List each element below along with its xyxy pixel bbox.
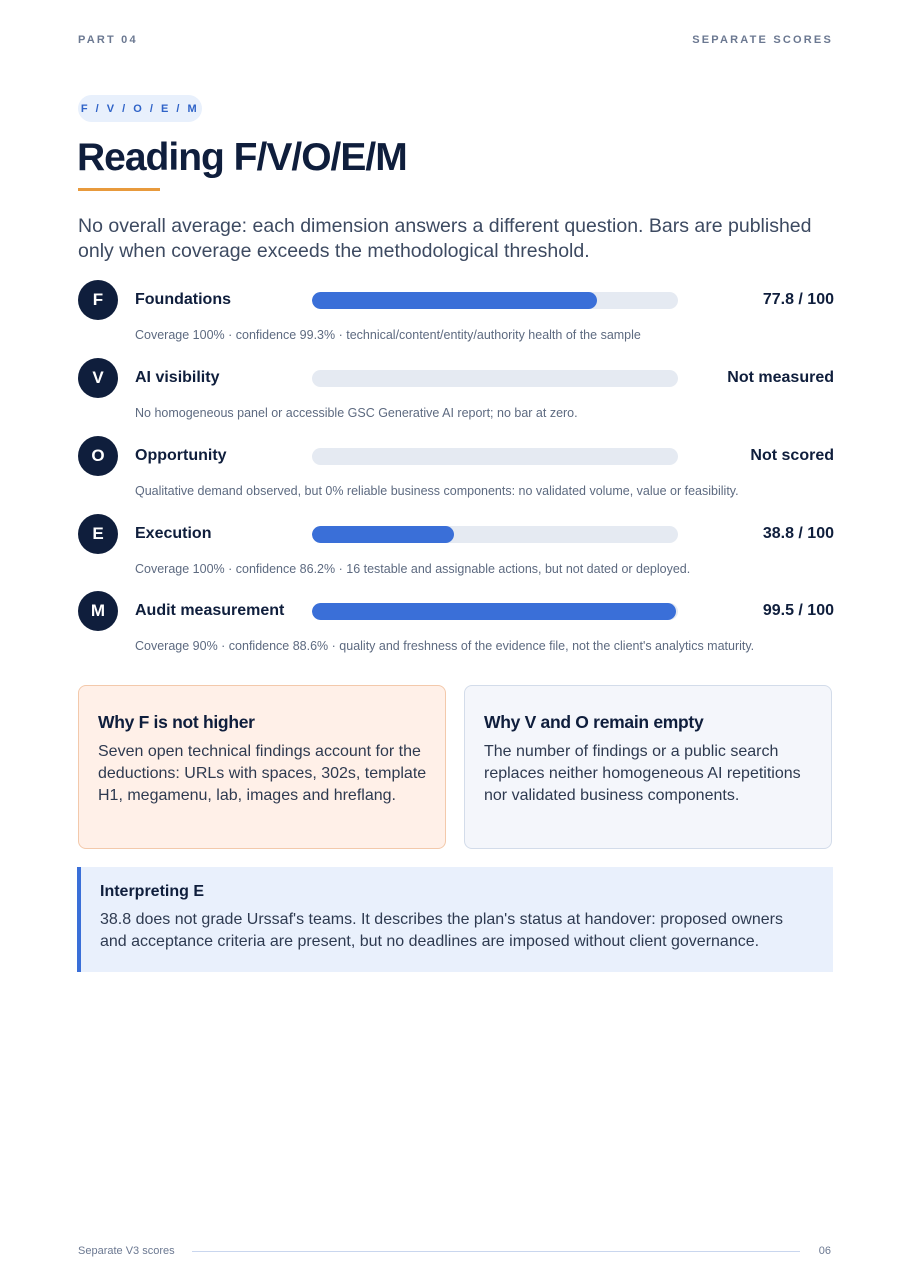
dimension-score: Not measured	[727, 369, 834, 386]
dimension-row-foundations	[78, 280, 834, 350]
page-title: Reading F/V/O/E/M	[77, 136, 407, 179]
lead-paragraph: No overall average: each dimension answers a different question. Bars are published only when coverage exceeds the methodological threshold.	[78, 215, 812, 262]
dimension-name: Foundations	[135, 291, 231, 308]
dimension-name: Audit measurement	[135, 602, 285, 619]
dimension-chip: F / V / O / E / M	[78, 95, 202, 122]
card-text: The number of findings or a public search replaces neither homogeneous AI repetitions nor validated business components.	[484, 743, 801, 804]
card-title: Why F is not higher	[98, 712, 255, 732]
interpreting-e-callout	[77, 867, 833, 972]
dimension-score: Not scored	[750, 447, 834, 464]
score-bar-track	[312, 526, 678, 543]
score-bar-fill	[312, 292, 597, 309]
card-text: Seven open technical findings account for the deductions: URLs with spaces, 302s, template H1, megamenu, lab, images and hreflang.	[98, 743, 427, 804]
footer-divider	[192, 1251, 800, 1252]
page-number: 06	[818, 1245, 831, 1257]
dimension-row-opportunity	[78, 436, 834, 506]
dimension-name: AI visibility	[135, 369, 220, 386]
dimension-row-ai-visibility	[78, 358, 834, 428]
dimension-name: Opportunity	[135, 447, 227, 464]
dimension-score: 77.8 / 100	[762, 291, 834, 308]
dimension-score: 99.5 / 100	[762, 602, 834, 619]
dimension-badge: E	[78, 514, 118, 554]
dimension-note: Qualitative demand observed, but 0% reliable business components: no validated volume, value or feasibility.	[135, 484, 739, 498]
dimension-note: No homogeneous panel or accessible GSC Generative AI report; no bar at zero.	[135, 406, 578, 420]
section-label: SEPARATE SCORES	[692, 34, 833, 46]
dimension-note: Coverage 90% · confidence 88.6% · quality and freshness of the evidence file, not the client's analytics maturity.	[135, 639, 755, 653]
dimension-note: Coverage 100% · confidence 86.2% · 16 testable and assignable actions, but not dated or deployed.	[135, 562, 691, 576]
dimension-row-execution	[78, 514, 834, 584]
score-bar-fill	[312, 603, 676, 620]
score-bar-fill	[312, 526, 454, 543]
callout-text: 38.8 does not grade Urssaf's teams. It describes the plan's status at handover: proposed owners and acceptance criteria are present, but no deadlines are imposed without client governance.	[100, 911, 783, 950]
why-v-o-card	[464, 685, 832, 849]
score-bar-track	[312, 292, 678, 309]
dimension-badge: O	[78, 436, 118, 476]
part-label: PART 04	[78, 34, 138, 46]
card-title: Why V and O remain empty	[484, 712, 704, 732]
dimension-note: Coverage 100% · confidence 99.3% · technical/content/entity/authority health of the sample	[135, 328, 641, 342]
dimension-badge: V	[78, 358, 118, 398]
dimension-badge: F	[78, 280, 118, 320]
dimension-name: Execution	[135, 525, 212, 542]
dimension-row-audit-measurement	[78, 591, 834, 661]
title-underline	[78, 188, 160, 191]
score-bar-track	[312, 370, 678, 387]
dimension-badge: M	[78, 591, 118, 631]
callout-title: Interpreting E	[100, 883, 205, 900]
score-bar-track	[312, 603, 678, 620]
dimension-score: 38.8 / 100	[762, 525, 834, 542]
score-bar-track	[312, 448, 678, 465]
why-f-card	[78, 685, 446, 849]
footer-label: Separate V3 scores	[78, 1245, 175, 1257]
